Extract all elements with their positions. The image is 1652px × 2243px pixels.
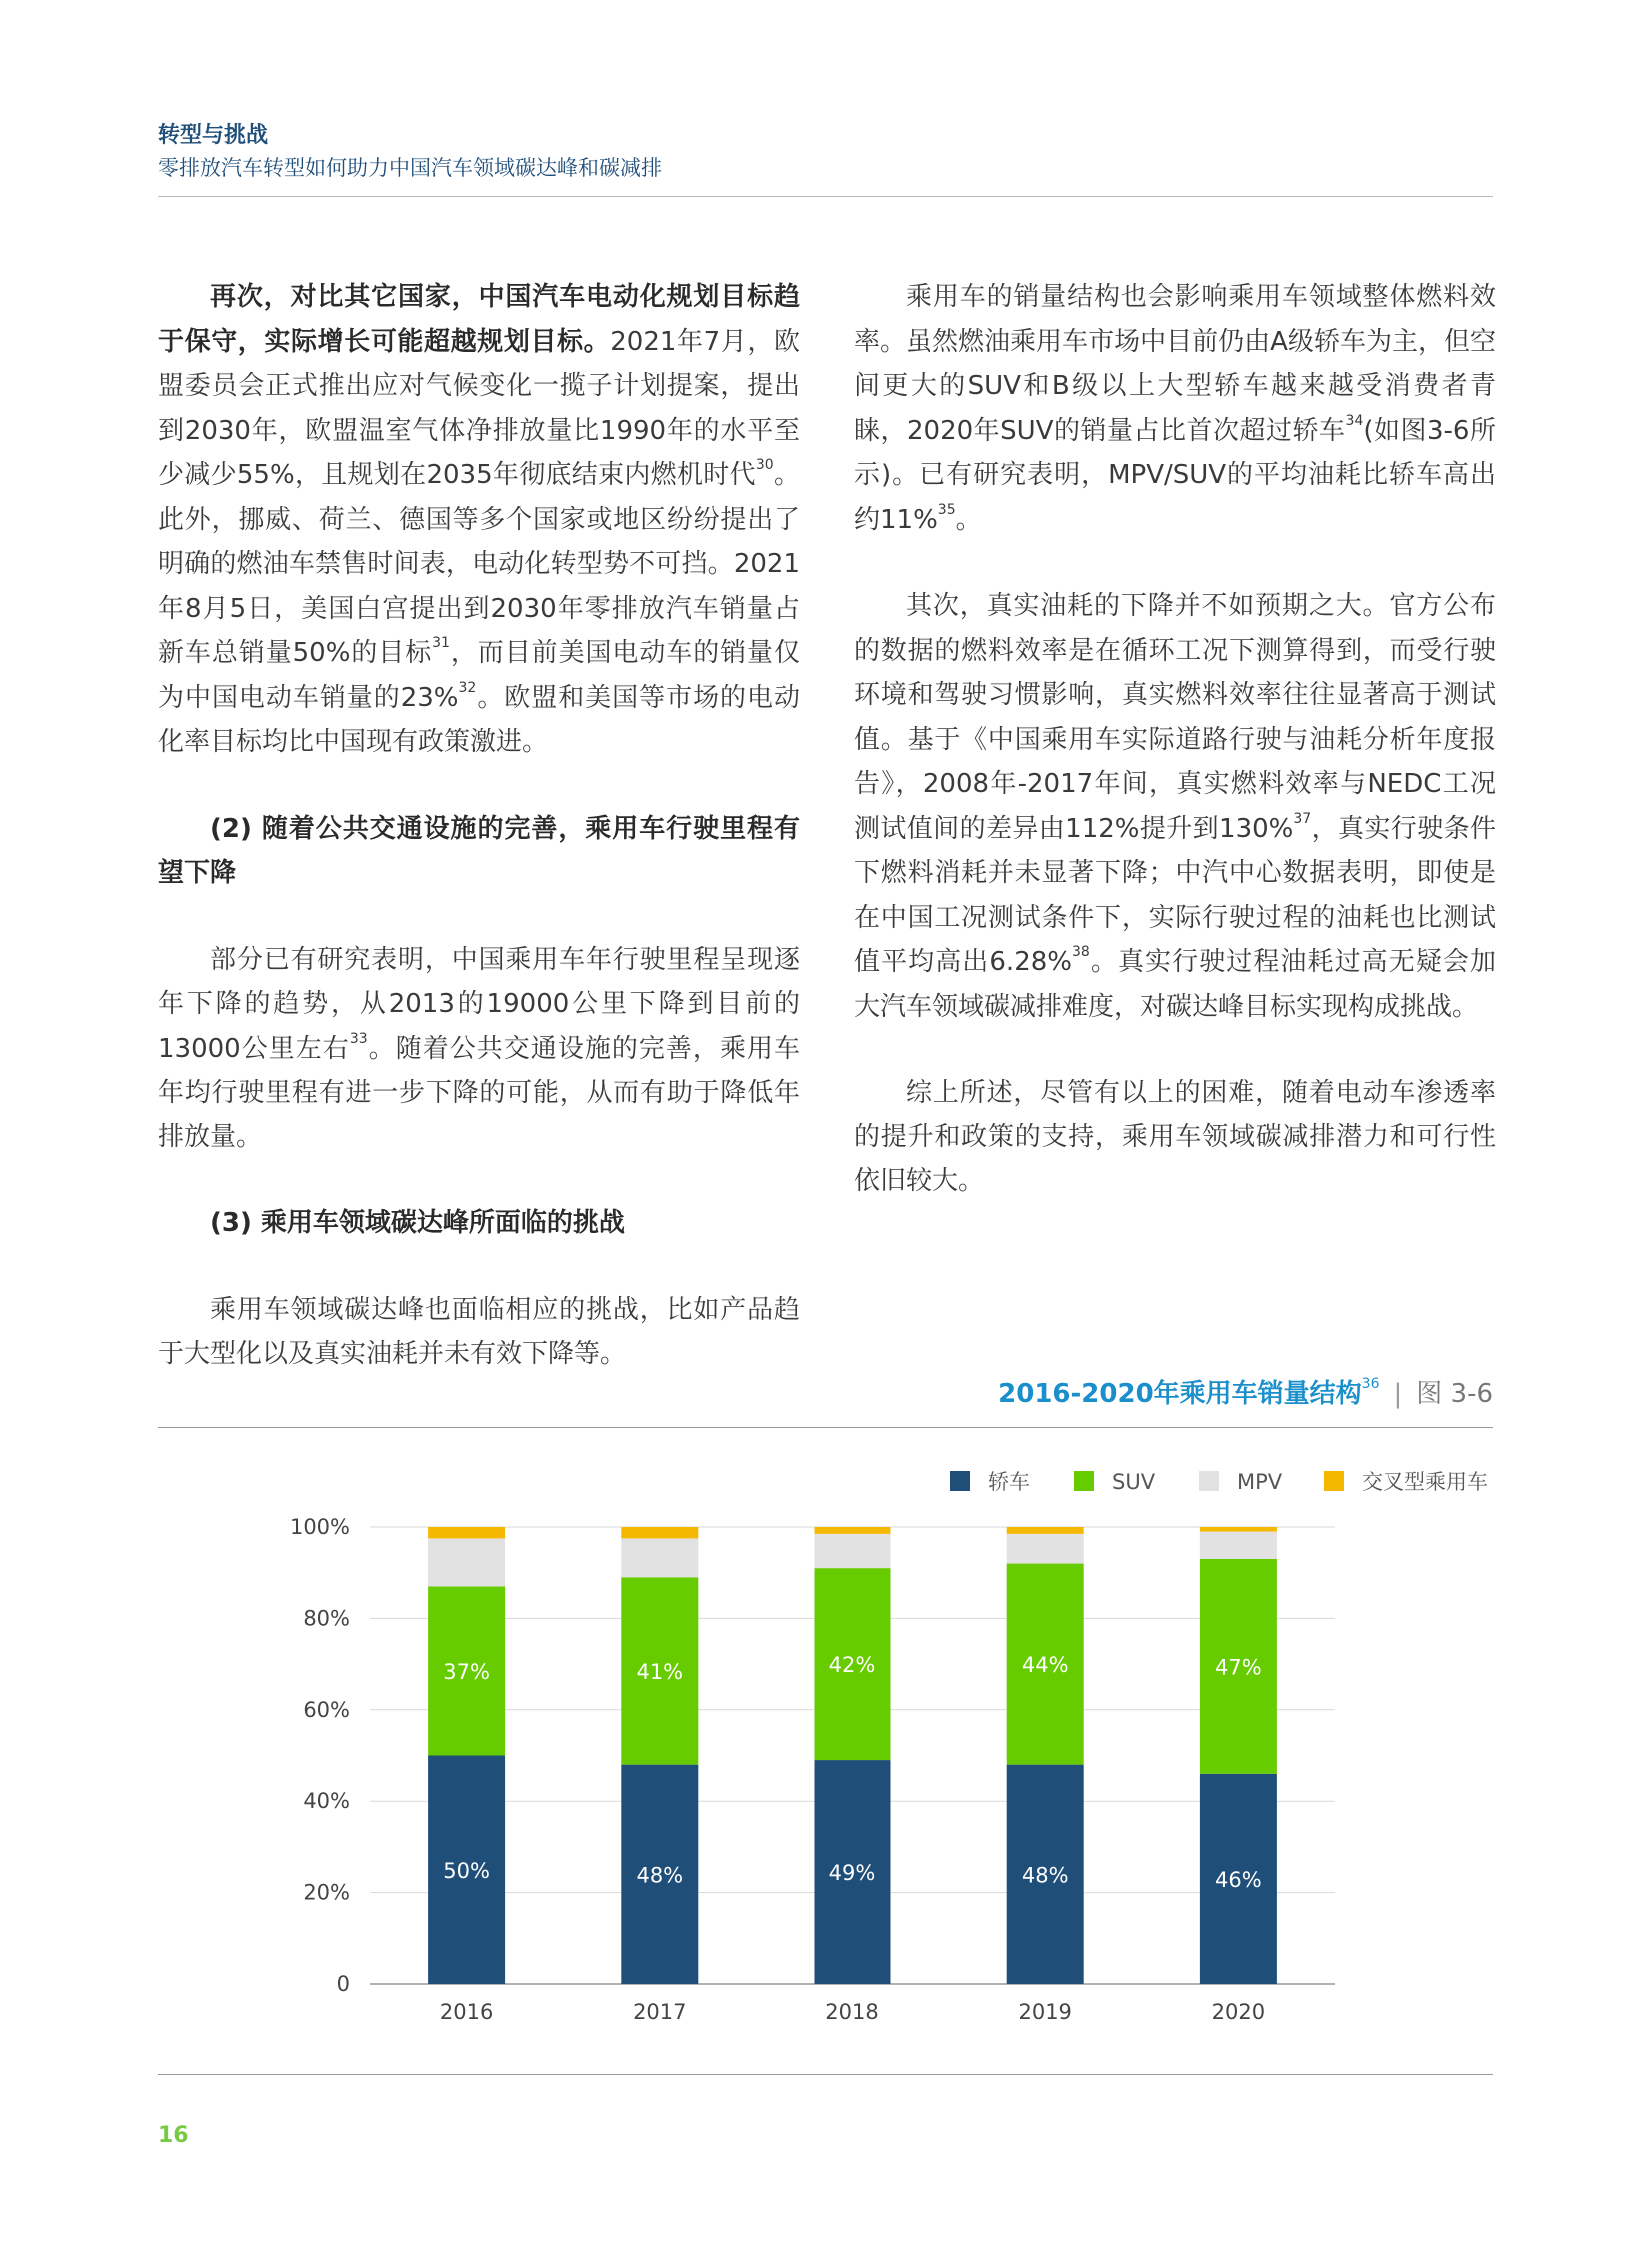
footnote-ref: 33 [349, 1030, 368, 1047]
legend-label: MPV [1237, 1470, 1283, 1494]
text-run: 2021年7月，欧盟委员会正式推出应对气候变化一揽子计划提案，提出到2030年，欧盟温室气体净排放量比1990年的水平至少减少55%，且规划在2035年彻底结束内燃机时代 [158, 326, 800, 490]
section-heading-3: (3) 乘用车领域碳达峰所面临的挑战 [210, 1208, 625, 1238]
left-column [158, 275, 800, 1377]
header-divider [158, 196, 1493, 197]
x-tick-label: 2020 [1211, 2000, 1266, 2024]
bar-data-label: 37% [443, 1659, 490, 1684]
figure-caption [998, 1373, 1493, 1410]
legend-swatch [1199, 1471, 1219, 1491]
bar-data-label: 49% [828, 1861, 876, 1886]
text-run: 乘用车的销量结构也会影响乘用车领域整体燃料效率。虽然燃油乘用车市场中目前仍由A级轿车为主，但空间更大的SUV和B级以上大型轿车越来越受消费者青睐，2020年SUV的销量占比首次超过轿车 [854, 282, 1496, 446]
legend-label: 轿车 [988, 1470, 1030, 1494]
paragraph-sales-structure [854, 275, 1496, 542]
paragraph-real-fuel [854, 584, 1496, 1029]
text-run: 。真实行驶过程油耗过高无疑会加大汽车领域碳减排难度，对碳达峰目标实现构成挑战。 [854, 947, 1496, 1022]
bar-segment [621, 1527, 698, 1538]
y-tick-label: 0 [336, 1972, 350, 1996]
legend-swatch [1324, 1471, 1344, 1491]
text-run: 。此外，挪威、荷兰、德国等多个国家或地区纷纷提出了明确的燃油车禁售时间表，电动化转型势不可挡。2021年8月5日，美国白宫提出到2030年零排放汽车销量占新车总销量50%的目标 [158, 460, 800, 668]
bar-segment [1200, 1527, 1277, 1532]
footnote-ref: 35 [937, 501, 956, 518]
paragraph-comparison [158, 275, 800, 765]
bar-segment [1200, 1532, 1277, 1559]
legend-label: SUV [1112, 1470, 1156, 1494]
text-run: 其次，真实油耗的下降并不如预期之大。官方公布的数据的燃料效率是在循环工况下测算得到，而受行驶环境和驾驶习惯影响，真实燃料效率往往显著高于测试值。基于《中国乘用车实际道路行驶与油耗分析年度报告》，2008年-2017年间，真实燃料效率与NEDC工况测试值间的差异由112%提升到130% [854, 591, 1496, 844]
bar-data-label: 46% [1215, 1867, 1262, 1892]
text-run: (如图3-6所示)。已有研究表明，MPV/SUV的平均油耗比轿车高出约11% [854, 415, 1496, 535]
section-heading-2: (2) 随着公共交通设施的完善，乘用车行驶里程有望下降 [158, 813, 800, 888]
paragraph-lead: 再次，对比其它国家，中国汽车电动化规划目标趋于保守，实际增长可能超越规划目标。 [158, 282, 800, 357]
bar-data-label: 42% [828, 1653, 876, 1678]
bar-data-label: 47% [1215, 1655, 1262, 1680]
caption-separator: | [1393, 1379, 1403, 1409]
footnote-ref: 34 [1345, 412, 1364, 429]
figure-top-rule [158, 1427, 1493, 1428]
y-tick-label: 60% [303, 1697, 350, 1722]
header-title: 转型与挑战 [158, 123, 269, 148]
stacked-bar-chart [158, 1439, 1493, 2059]
footnote-ref: 32 [458, 679, 477, 696]
page-number: 16 [158, 2123, 189, 2148]
x-tick-label: 2018 [826, 2000, 879, 2024]
bar-data-label: 48% [636, 1863, 684, 1888]
bar-data-label: 41% [636, 1659, 684, 1684]
figure-title: 2016-2020年乘用车销量结构 [998, 1379, 1362, 1409]
paragraph-challenges: 乘用车领域碳达峰也面临相应的挑战，比如产品趋于大型化以及真实油耗并未有效下降等。 [158, 1294, 800, 1369]
text-run: ，而目前美国电动车的销量仅为中国电动车销量的23% [158, 638, 800, 713]
x-tick-label: 2017 [633, 2000, 687, 2024]
paragraph-mileage [158, 938, 800, 1160]
bar-segment [815, 1534, 891, 1568]
legend-swatch [1074, 1471, 1094, 1491]
figure-bottom-rule [158, 2074, 1493, 2075]
bar-segment [621, 1538, 698, 1577]
bar-segment [815, 1527, 891, 1534]
bar-segment [428, 1527, 505, 1538]
figure-title-footnote: 36 [1361, 1376, 1380, 1393]
paragraph-summary: 综上所述，尽管有以上的困难，随着电动车渗透率的提升和政策的支持，乘用车领域碳减排潜力和可行性依旧较大。 [854, 1078, 1496, 1196]
text-run: 。随着公共交通设施的完善，乘用车年均行驶里程有进一步下降的可能，从而有助于降低年排放量。 [158, 1033, 800, 1152]
bar-data-label: 48% [1021, 1863, 1069, 1888]
text-run: ，真实行驶条件下燃料消耗并未显著下降；中汽中心数据表明，即使是在中国工况测试条件下，实际行驶过程的油耗也比测试值平均高出6.28% [854, 813, 1496, 977]
right-column [854, 275, 1496, 1204]
bar-segment [1007, 1534, 1084, 1564]
text-run: 部分已有研究表明，中国乘用车年行驶里程呈现逐年下降的趋势，从2013的19000公里下降到目前的13000公里左右 [158, 944, 800, 1064]
x-tick-label: 2019 [1018, 2000, 1072, 2024]
y-tick-label: 100% [289, 1515, 350, 1539]
y-tick-label: 40% [303, 1789, 350, 1814]
bar-segment [1007, 1527, 1084, 1534]
x-tick-label: 2016 [439, 2000, 494, 2024]
footnote-ref: 37 [1293, 810, 1312, 827]
text-run: 。 [955, 504, 982, 535]
figure-number: 图 3-6 [1416, 1379, 1493, 1409]
footnote-ref: 38 [1071, 944, 1090, 961]
legend-label: 交叉型乘用车 [1362, 1470, 1488, 1494]
bar-segment [428, 1538, 505, 1586]
footnote-ref: 31 [432, 635, 450, 652]
bar-data-label: 50% [443, 1858, 490, 1883]
bar-data-label: 44% [1021, 1653, 1069, 1678]
footnote-ref: 30 [755, 457, 774, 474]
header-subtitle: 零排放汽车转型如何助力中国汽车领域碳达峰和碳减排 [158, 156, 662, 180]
text-run: 。欧盟和美国等市场的电动化率目标均比中国现有政策激进。 [158, 682, 800, 757]
y-tick-label: 20% [303, 1880, 350, 1905]
y-tick-label: 80% [303, 1606, 350, 1631]
legend-swatch [950, 1471, 970, 1491]
